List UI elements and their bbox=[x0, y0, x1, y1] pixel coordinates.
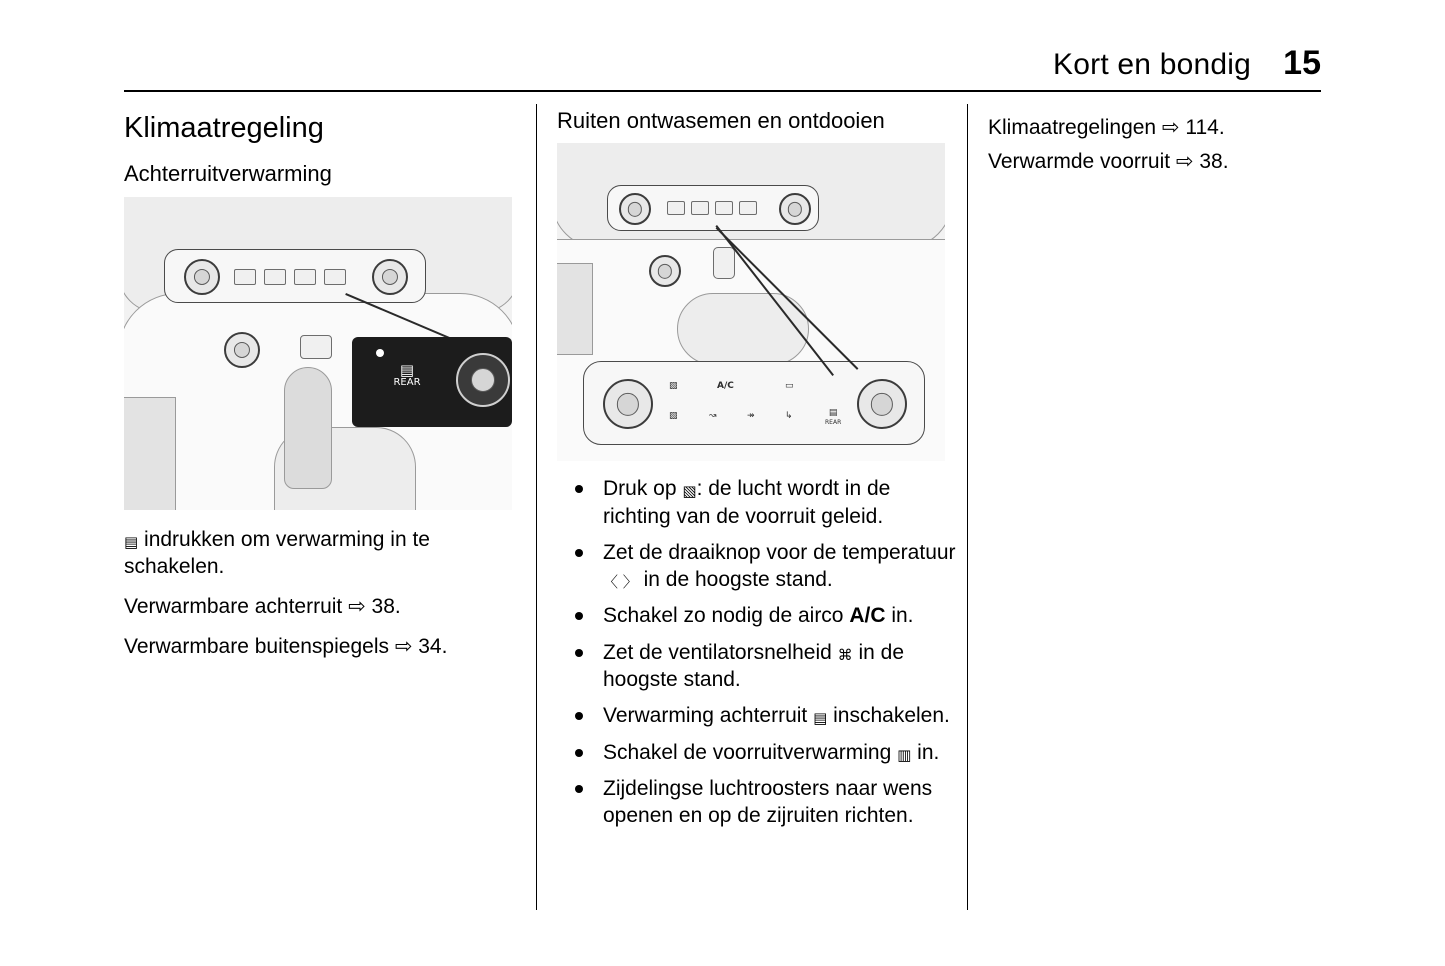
airflow-lower-icon: ↳ bbox=[785, 411, 793, 422]
bullet-text-pre: Druk op bbox=[603, 477, 683, 501]
ac-label: A/C bbox=[717, 381, 734, 392]
side-vent-shape bbox=[557, 263, 593, 355]
bullet-text-post: in. bbox=[911, 740, 940, 764]
paragraph-rear-heating-text: indrukken om verwarming in te schakelen. bbox=[124, 527, 430, 579]
list-item bbox=[557, 775, 963, 830]
fan-speed-knob-right bbox=[857, 379, 907, 429]
list-item bbox=[557, 539, 963, 594]
overhead-button-3 bbox=[715, 201, 733, 215]
console-switch bbox=[713, 247, 735, 279]
page-header bbox=[124, 44, 1321, 83]
page-number: 15 bbox=[1283, 44, 1321, 82]
console-button-1 bbox=[234, 269, 256, 285]
bullet-text-pre: Verwarming achterruit bbox=[603, 704, 814, 728]
usb-port bbox=[300, 335, 332, 359]
windshield-defrost-max-icon: ▧ bbox=[682, 482, 697, 501]
instruction-list bbox=[557, 475, 963, 829]
rear-defrost-icon: ▤ bbox=[399, 360, 415, 379]
airflow-upper-icon: ↝ bbox=[709, 411, 717, 422]
overhead-button-1 bbox=[667, 201, 685, 215]
console-knob-left bbox=[184, 259, 220, 295]
rear-defrost-icon: ▤ bbox=[124, 532, 139, 551]
list-item bbox=[557, 739, 963, 766]
cross-ref-climate-systems: Klimaatregelingen ⇨ 114. bbox=[988, 116, 1225, 139]
bullet-text-pre: Schakel de voorruitverwarming bbox=[603, 740, 898, 764]
ac-label: A/C bbox=[849, 604, 886, 628]
column-divider-2 bbox=[967, 104, 968, 910]
temperature-dial-icon: 〈 〉 bbox=[603, 573, 638, 592]
column-2 bbox=[557, 104, 963, 910]
overhead-button-2 bbox=[691, 201, 709, 215]
figure-rear-window-heating bbox=[124, 197, 512, 510]
rear-defrost-icon: ▤ bbox=[813, 709, 828, 728]
defrost-front-icon: ▧ bbox=[669, 381, 678, 392]
bullet-text-pre: Zijdelingse luchtroosters naar wens openen en op de zijruiten richten. bbox=[603, 776, 933, 828]
figure-defrost-controls bbox=[557, 143, 945, 461]
column-1 bbox=[124, 104, 526, 910]
list-item bbox=[557, 602, 963, 629]
start-button bbox=[224, 332, 260, 368]
windshield-heating-icon: ▥ bbox=[897, 745, 912, 764]
content-columns bbox=[124, 104, 1321, 910]
page-title: Klimaatregeling bbox=[124, 112, 324, 144]
console-button-4 bbox=[324, 269, 346, 285]
temperature-knob-detail bbox=[456, 353, 510, 407]
cross-ref-rear-window: Verwarmbare achterruit ⇨ 38. bbox=[124, 595, 401, 619]
gear-lever bbox=[284, 367, 332, 489]
column-divider-1 bbox=[536, 104, 537, 910]
indicator-led bbox=[376, 349, 384, 357]
bullet-text-pre: Zet de ventilatorsnelheid bbox=[603, 640, 838, 664]
bullet-text-pre: Zet de draaiknop voor de temperatuur bbox=[603, 540, 956, 564]
console-knob-right bbox=[372, 259, 408, 295]
list-item bbox=[557, 475, 963, 530]
column2-title: Ruiten ontwasemen en ontdooien bbox=[557, 108, 885, 133]
callout-label: REAR bbox=[393, 376, 421, 388]
defrost-max-icon: ▧ bbox=[669, 411, 678, 422]
temperature-knob-left bbox=[603, 379, 653, 429]
column-3 bbox=[988, 104, 1321, 910]
bullet-text-post: in de hoogste stand. bbox=[637, 568, 833, 592]
bullet-text-post: : de lucht wordt in de richting van de voorruit geleid. bbox=[603, 477, 891, 528]
console-button-2 bbox=[264, 269, 286, 285]
fan-icon: ⌘ bbox=[837, 645, 853, 664]
storage-tray-shape bbox=[677, 293, 809, 365]
list-item bbox=[557, 702, 963, 729]
list-item bbox=[557, 639, 963, 694]
overhead-button-4 bbox=[739, 201, 757, 215]
console-button-3 bbox=[294, 269, 316, 285]
cross-ref-mirrors: Verwarmbare buitenspiegels ⇨ 34. bbox=[124, 634, 448, 658]
door-panel-shape bbox=[124, 397, 176, 510]
recirculation-icon: ▭ bbox=[785, 381, 794, 392]
bullet-text-pre: Schakel zo nodig de airco bbox=[603, 604, 850, 628]
rear-defrost-button-detail bbox=[372, 360, 442, 389]
bullet-text-post: in. bbox=[885, 604, 914, 628]
cross-ref-heated-windshield: Verwarmde voorruit ⇨ 38. bbox=[988, 149, 1229, 173]
bullet-text-post: inschakelen. bbox=[827, 704, 950, 728]
header-divider bbox=[124, 90, 1321, 92]
header-title: Kort en bondig bbox=[1053, 48, 1251, 81]
callout-detail-box bbox=[352, 337, 512, 427]
paragraph-rear-heating bbox=[124, 526, 526, 581]
rear-defrost-icon: ▤ REAR bbox=[825, 408, 842, 427]
bullet-text-post: in de hoogste stand. bbox=[603, 640, 905, 692]
subsection-title: Achterruitverwarming bbox=[124, 161, 332, 187]
airflow-middle-icon: ↠ bbox=[747, 411, 755, 422]
